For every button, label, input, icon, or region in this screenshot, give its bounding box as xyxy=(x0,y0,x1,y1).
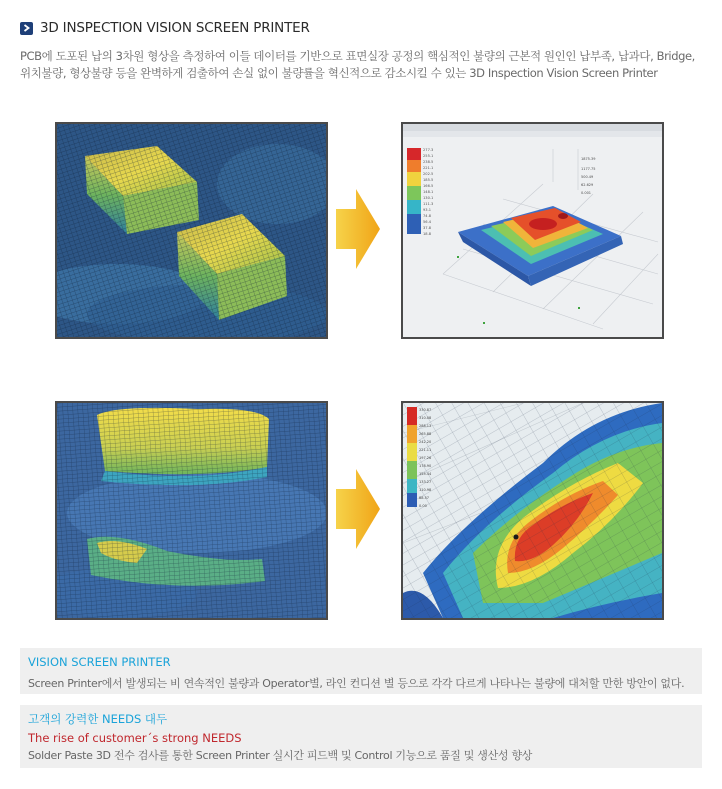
svg-text:62.629: 62.629 xyxy=(581,183,594,187)
svg-text:110.98: 110.98 xyxy=(419,488,432,492)
description xyxy=(20,48,710,82)
box-text: Solder Paste 3D 전수 검사를 통한 Screen Printer 실시간 피드백 및 Control 기능으로 품질 및 생산성 향상 xyxy=(28,749,533,762)
svg-text:500.49: 500.49 xyxy=(581,175,594,179)
svg-text:93.1: 93.1 xyxy=(423,208,432,212)
svg-text:178.90: 178.90 xyxy=(419,464,432,468)
svg-text:197.26: 197.26 xyxy=(419,456,432,460)
svg-text:202.5: 202.5 xyxy=(423,172,434,176)
svg-text:74.8: 74.8 xyxy=(423,214,432,218)
page-title: 3D INSPECTION VISION SCREEN PRINTER xyxy=(40,20,310,36)
svg-text:37.8: 37.8 xyxy=(423,226,432,230)
svg-text:1875.39: 1875.39 xyxy=(581,157,596,161)
section-header xyxy=(20,20,310,36)
svg-text:238.5: 238.5 xyxy=(423,160,434,164)
svg-text:148.1: 148.1 xyxy=(423,190,434,194)
solder-pads-wireframe-flat xyxy=(55,401,328,620)
svg-text:330.87: 330.87 xyxy=(419,408,432,412)
svg-text:265.88: 265.88 xyxy=(419,432,432,436)
vision-screen-printer-box xyxy=(20,648,702,694)
svg-text:133.27: 133.27 xyxy=(419,480,432,484)
box-text: Screen Printer에서 발생되는 비 연속적인 불량과 Operator별, 라인 컨디션 별 등으로 각각 다르게 나타나는 불량에 대처할 만한 방안이 없다. xyxy=(28,677,685,690)
svg-text:1177.75: 1177.75 xyxy=(581,167,596,171)
box-highlight: The rise of customer´s strong NEEDS xyxy=(28,731,242,745)
svg-text:255.1: 255.1 xyxy=(423,154,434,158)
svg-text:155.44: 155.44 xyxy=(419,472,432,476)
svg-text:111.3: 111.3 xyxy=(423,202,434,206)
svg-text:166.5: 166.5 xyxy=(423,184,434,188)
svg-text:185.5: 185.5 xyxy=(423,178,434,182)
svg-text:56.4: 56.4 xyxy=(423,220,432,224)
description-line-1: PCB에 도포된 납의 3차원 형상을 측정하여 이들 데이터를 기반으로 표면실장 공정의 핵심적인 불량의 근본적 원인인 납부족, 납과다, Bridge, xyxy=(20,49,695,63)
svg-text:221.1: 221.1 xyxy=(423,166,434,170)
box-title: VISION SCREEN PRINTER xyxy=(28,655,171,669)
svg-text:18.8: 18.8 xyxy=(423,232,432,236)
svg-text:0.001: 0.001 xyxy=(581,191,592,195)
solder-height-map-3d-chart xyxy=(401,122,664,339)
arrow-right-icon xyxy=(334,467,382,551)
solder-pads-wireframe-3d xyxy=(55,122,328,339)
chevron-right-icon xyxy=(20,22,33,35)
svg-text:310.08: 310.08 xyxy=(419,416,432,420)
svg-text:0.00: 0.00 xyxy=(419,504,427,508)
svg-text:130.1: 130.1 xyxy=(423,196,434,200)
svg-text:88.57: 88.57 xyxy=(419,496,430,500)
svg-text:277.3: 277.3 xyxy=(423,148,434,152)
svg-text:288.13: 288.13 xyxy=(419,424,432,428)
arrow-right-icon xyxy=(334,187,382,271)
svg-text:221.11: 221.11 xyxy=(419,448,432,452)
customer-needs-box xyxy=(20,705,702,768)
solder-height-map-surface xyxy=(401,401,664,620)
box-title: 고객의 강력한 NEEDS 대두 xyxy=(28,712,168,726)
svg-text:242.20: 242.20 xyxy=(419,440,432,444)
description-line-2: 위치불량, 형상불량 등을 완벽하게 검출하여 손실 없이 불량률을 혁신적으로 감소시킬 수 있는 3D Inspection Vision Screen Printer xyxy=(20,66,658,80)
